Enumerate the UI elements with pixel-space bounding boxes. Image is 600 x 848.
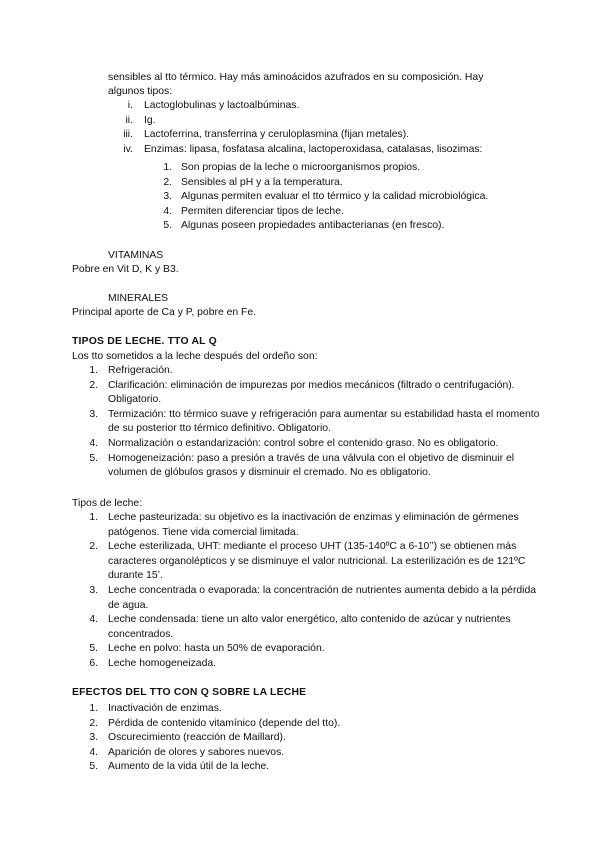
- list-text: Leche en polvo: hasta un 50% de evaporación.: [108, 643, 325, 655]
- intro-line-1: sensibles al tto térmico. Hay más aminoácidos azufrados en su composición. Hay: [108, 72, 484, 83]
- list-number: 2.: [89, 379, 98, 391]
- list-number: 5.: [89, 452, 98, 464]
- list-number: 1.: [89, 365, 98, 376]
- enzyme-properties-list: [144, 161, 544, 234]
- list-text: Clarificación: eliminación de impurezas por medios mecánicos (filtrado o centrifugación). Obligatorio.: [108, 379, 515, 406]
- list-item: [72, 746, 542, 761]
- list-text: Leche esterilizada, UHT: mediante el proceso UHT (135-140ºC a 6-10’’) se obtienen más caracteres organolépticos y se disminuye el valor nutricional. La esterilización es de 121ºC durante 15’.: [108, 541, 526, 582]
- list-number: 6.: [89, 657, 98, 669]
- list-number: 1.: [163, 162, 172, 173]
- list-text: Inactivación de enzimas.: [108, 703, 222, 714]
- list-item: [72, 584, 542, 613]
- list-number: 4.: [89, 746, 98, 758]
- effects-list: [72, 702, 542, 775]
- list-number: 3.: [89, 584, 98, 596]
- list-item: [72, 702, 542, 717]
- section-heading-tipos: TIPOS DE LECHE. TTO AL Q: [72, 336, 217, 347]
- list-number: 4.: [89, 437, 98, 449]
- list-text: Leche concentrada o evaporada: la concentración de nutrientes aumenta debido a la pérdida de agua.: [108, 584, 537, 611]
- list-item: [72, 364, 542, 379]
- list-text: Enzimas: lipasa, fosfatasa alcalina, lactoperoxidasa, catalasas, lisozimas:: [144, 143, 483, 155]
- list-item: [144, 205, 544, 220]
- list-item: [72, 408, 542, 437]
- milk-types-list: [72, 511, 542, 672]
- list-number: 5.: [163, 220, 172, 232]
- list-text: Permiten diferenciar tipos de leche.: [181, 205, 344, 217]
- list-item: [72, 642, 542, 657]
- list-item: [108, 99, 528, 114]
- minerales-text: Principal aporte de Ca y P, pobre en Fe.: [72, 307, 257, 318]
- list-number: 3.: [89, 732, 98, 744]
- list-text: Leche pasteurizada: su objetivo es la inactivación de enzimas y eliminación de gérmenes patógenos. Tiene vida comercial limitada.: [108, 512, 519, 538]
- list-text: Pérdida de contenido vitamínico (depende del tto).: [108, 717, 341, 729]
- list-item: [72, 379, 542, 408]
- list-text: Aparición de olores y sabores nuevos.: [108, 746, 285, 758]
- list-text: Algunas poseen propiedades antibacterianas (en fresco).: [181, 220, 445, 232]
- vitaminas-text: Pobre en Vit D, K y B3.: [72, 264, 179, 275]
- list-item: [144, 190, 544, 205]
- list-text: Refrigeración.: [108, 365, 173, 376]
- list-item: [72, 657, 542, 672]
- list-item: [144, 219, 544, 234]
- list-item: [108, 114, 528, 129]
- list-number: 5.: [89, 761, 98, 773]
- intro-line-2: algunos tipos:: [108, 86, 173, 97]
- list-text: Aumento de la vida útil de la leche.: [108, 761, 270, 773]
- list-text: Leche condensada: tiene un alto valor energético, alto contenido de azúcar y nutrientes concentrados.: [108, 614, 511, 640]
- list-text: Algunas permiten evaluar el tto térmico y la calidad microbiológica.: [181, 191, 489, 203]
- list-number: iii.: [123, 129, 133, 141]
- list-item: [144, 161, 544, 176]
- list-text: Homogeneización: paso a presión a través de una válvula con el objetivo de disminuir el volumen de glóbulos grasos y disminuir el cremado. No es obligatorio.: [108, 452, 515, 479]
- list-item: [72, 613, 542, 642]
- list-number: iv.: [123, 143, 133, 155]
- list-number: 2.: [89, 717, 98, 729]
- list-text: Sensibles al pH y a la temperatura.: [181, 176, 343, 188]
- list-item: [72, 760, 542, 775]
- minerales-title: MINERALES: [108, 293, 169, 304]
- tipos-leche-intro: Tipos de leche:: [72, 498, 143, 509]
- list-item: [72, 731, 542, 746]
- list-number: 3.: [163, 191, 172, 203]
- vitaminas-title: VITAMINAS: [108, 250, 164, 261]
- list-text: Termización: tto térmico suave y refrigeración para aumentar su estabilidad hasta el momento de su posterior tto térmico definitivo. Obligatorio.: [108, 408, 540, 435]
- list-text: Oscurecimiento (reacción de Maillard).: [108, 732, 286, 744]
- list-number: 1.: [89, 703, 98, 714]
- list-number: 2.: [163, 176, 172, 188]
- list-text: Ig.: [144, 114, 156, 126]
- list-item: [72, 717, 542, 732]
- list-item: [72, 437, 542, 452]
- list-item: [72, 452, 542, 481]
- list-item: [72, 540, 542, 584]
- list-item: [144, 176, 544, 191]
- list-number: 5.: [89, 643, 98, 655]
- list-text: Normalización o estandarización: control sobre el contenido graso. No es obligatorio.: [108, 437, 499, 449]
- list-number: 3.: [89, 408, 98, 420]
- list-text: Leche homogeneizada.: [108, 657, 217, 669]
- list-number: 2.: [89, 541, 98, 553]
- list-number: ii.: [125, 114, 133, 126]
- section-heading-efectos: EFECTOS DEL TTO CON Q SOBRE LA LECHE: [72, 687, 307, 698]
- list-number: 4.: [163, 205, 172, 217]
- treatment-steps-list: [72, 364, 542, 481]
- list-text: Lactoferrina, transferrina y ceruloplasmina (fijan metales).: [144, 129, 410, 141]
- tipos-intro: Los tto sometidos a la leche después del ordeño son:: [72, 351, 318, 362]
- list-number: 1.: [89, 512, 98, 523]
- protein-types-list: [108, 99, 528, 157]
- list-item: [72, 511, 542, 540]
- list-number: i.: [127, 100, 133, 111]
- list-item: [108, 143, 528, 158]
- list-number: 4.: [89, 614, 98, 626]
- list-item: [108, 128, 528, 143]
- list-text: Lactoglobulinas y lactoalbúminas.: [144, 100, 300, 111]
- list-text: Son propias de la leche o microorganismos propios.: [181, 162, 421, 173]
